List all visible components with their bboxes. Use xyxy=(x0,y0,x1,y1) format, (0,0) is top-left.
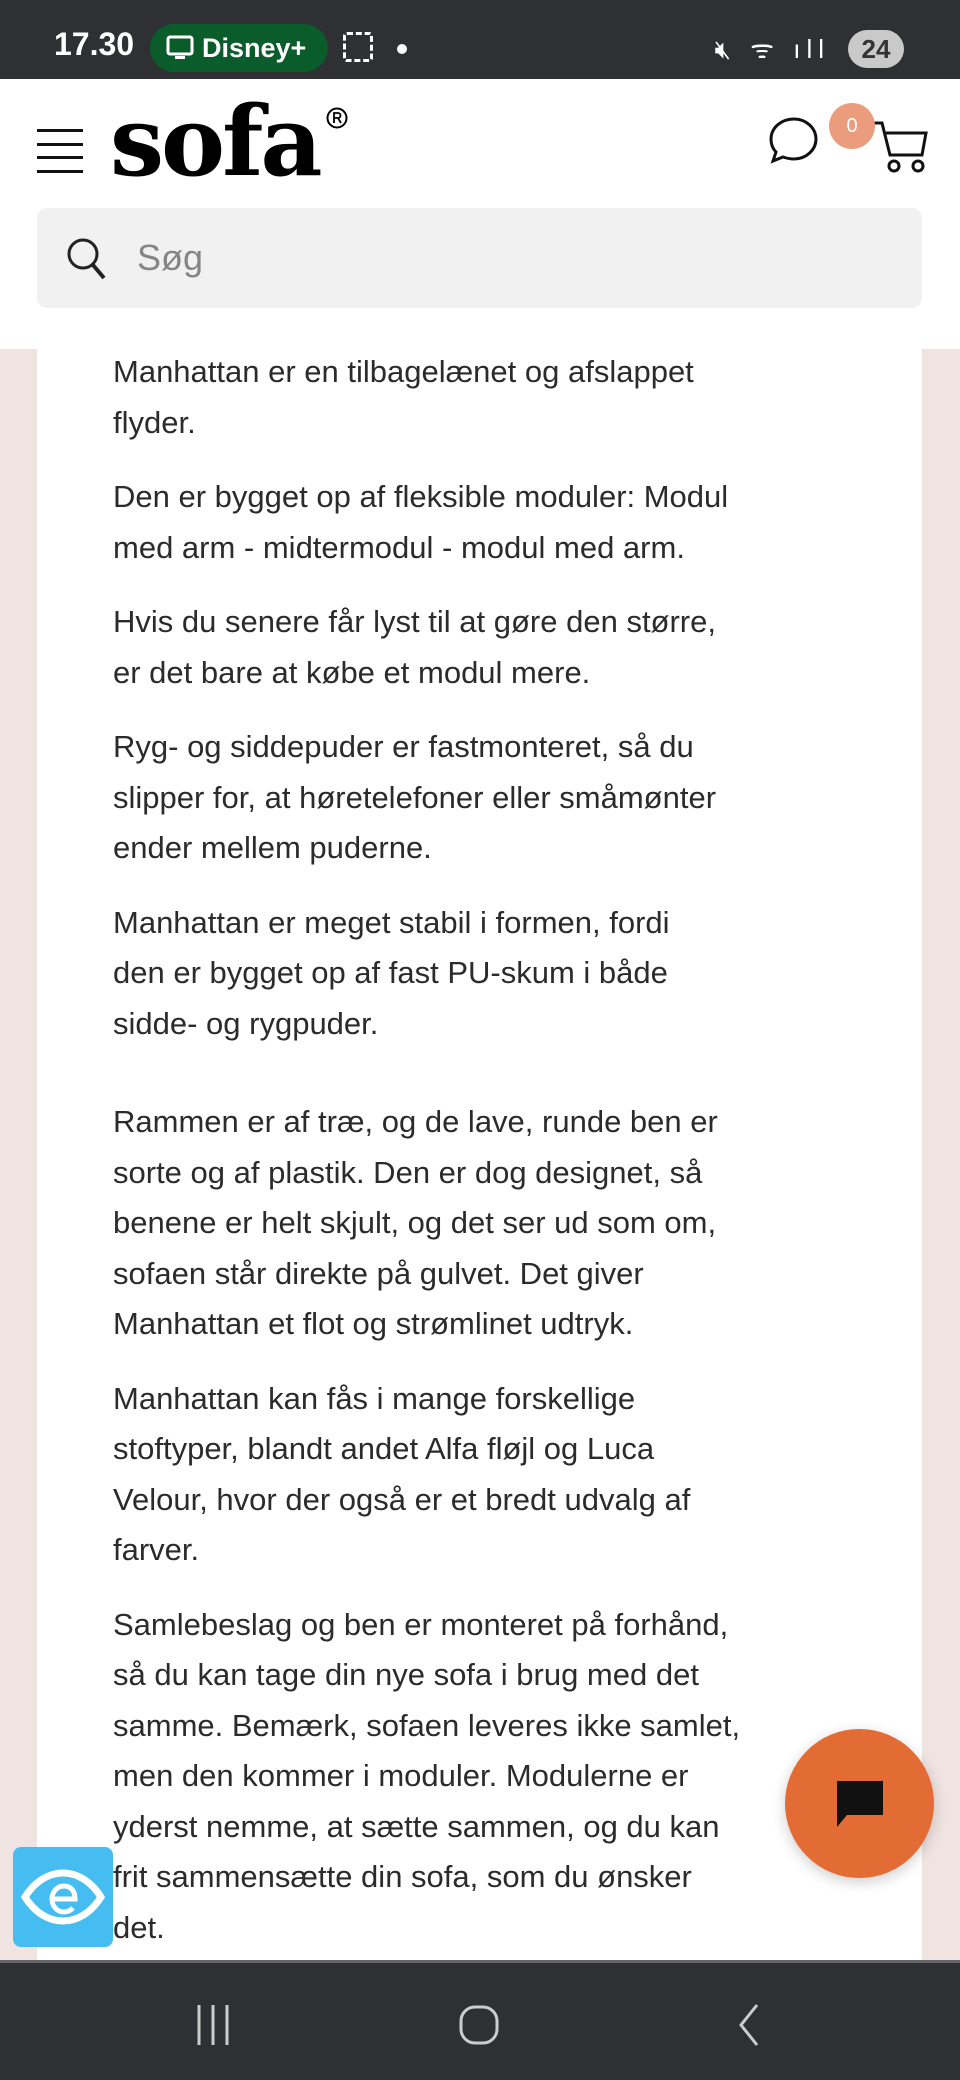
description-paragraph xyxy=(113,472,740,573)
back-icon[interactable] xyxy=(735,1993,765,2053)
paragraph-line: samme. Bemærk, sofaen leveres ikke samlet, xyxy=(113,1707,741,1743)
paragraph-line: men den kommer i moduler. Modulerne er xyxy=(113,1758,689,1793)
tv-icon xyxy=(166,35,194,61)
description-paragraph xyxy=(113,722,740,874)
paragraph-line: Manhattan et flot og strømlinet udtryk. xyxy=(113,1306,634,1341)
paragraph-line: Manhattan er meget stabil i formen, fordi xyxy=(113,904,670,940)
paragraph-line: Manhattan kan fås i mange forskellige xyxy=(113,1380,636,1416)
paragraph-line: er det bare at købe et modul mere. xyxy=(113,654,591,690)
paragraph-line: Rammen er af træ, og de lave, runde ben er xyxy=(113,1104,718,1139)
media-app-label: Disney+ xyxy=(202,32,307,63)
search-icon xyxy=(65,236,109,282)
description-paragraph xyxy=(113,898,740,1050)
registered-mark-icon xyxy=(326,107,348,129)
description-paragraph xyxy=(113,1600,740,1954)
notification-dot-icon xyxy=(397,44,407,54)
paragraph-line: så du kan tage din nye sofa i brug med det xyxy=(113,1657,699,1692)
accessibility-eye-button[interactable] xyxy=(13,1847,113,1947)
chat-fab-button[interactable] xyxy=(785,1729,934,1878)
paragraph-line: frit sammensætte din sofa, som du ønsker xyxy=(113,1859,692,1894)
eye-icon xyxy=(13,1847,113,1947)
paragraph-line: Ryg- og siddepuder er fastmonteret, så du xyxy=(113,729,694,764)
hamburger-menu-icon[interactable] xyxy=(37,129,83,173)
status-bar xyxy=(0,0,960,79)
cart-icon[interactable] xyxy=(870,119,930,175)
android-nav-bar xyxy=(0,1960,960,2080)
mute-wifi-signal-icon: 🔇︎ ᯤ ıll xyxy=(714,34,830,64)
search-input[interactable] xyxy=(137,228,837,288)
description-paragraph xyxy=(113,1374,740,1576)
description-paragraph xyxy=(113,597,740,698)
description-paragraph xyxy=(113,1097,740,1350)
chat-icon xyxy=(833,1777,887,1831)
logo-group[interactable] xyxy=(110,87,348,197)
cart-count-badge: 0 xyxy=(829,103,875,149)
paragraph-line: benene er helt skjult, og det ser ud som om, xyxy=(113,1205,717,1240)
paragraph-line: Manhattan er en tilbagelænet og afslappet xyxy=(113,354,694,389)
paragraph-line: med arm - midtermodul - modul med arm. xyxy=(113,529,685,565)
paragraph-line: Den er bygget op af fleksible moduler: Modul xyxy=(113,479,729,514)
battery-indicator: 24 xyxy=(848,30,904,68)
chat-bubbles-icon[interactable] xyxy=(766,115,822,171)
home-icon[interactable] xyxy=(455,1993,505,2053)
search-bar[interactable] xyxy=(37,208,922,308)
product-description xyxy=(37,349,922,1960)
paragraph-line: yderst nemme, at sætte sammen, og du kan xyxy=(113,1808,720,1844)
paragraph-line: sidde- og rygpuder. xyxy=(113,1005,379,1041)
paragraph-line: det. xyxy=(113,1909,165,1945)
paragraph-line: sofaen står direkte på gulvet. Det giver xyxy=(113,1255,644,1291)
paragraph-line: Hvis du senere får lyst til at gøre den større, xyxy=(113,604,716,639)
status-time: 17.30 xyxy=(54,26,135,62)
paragraph-line: Velour, hvor der også er et bredt udvalg af xyxy=(113,1481,691,1517)
site-header xyxy=(0,79,960,349)
paragraph-line: stoftyper, blandt andet Alfa fløjl og Luca xyxy=(113,1431,655,1466)
sofa-logo[interactable]: sofa xyxy=(110,85,320,198)
paragraph-line: flyder. xyxy=(113,404,196,440)
description-paragraph xyxy=(113,349,740,448)
paragraph-line: Samlebeslag og ben er monteret på forhånd, xyxy=(113,1606,729,1642)
screenshot-icon xyxy=(343,32,373,62)
paragraph-line: sorte og af plastik. Den er dog designet, så xyxy=(113,1154,703,1190)
media-pill[interactable] xyxy=(150,24,328,72)
paragraph-line: slipper for, at høretelefoner eller småmønter xyxy=(113,779,717,815)
paragraph-line: den er bygget op af fast PU-skum i både xyxy=(113,955,668,990)
recent-apps-icon[interactable] xyxy=(193,1993,233,2053)
paragraph-line: ender mellem puderne. xyxy=(113,830,432,865)
description-text xyxy=(113,349,740,1960)
paragraph-line: farver. xyxy=(113,1532,200,1567)
